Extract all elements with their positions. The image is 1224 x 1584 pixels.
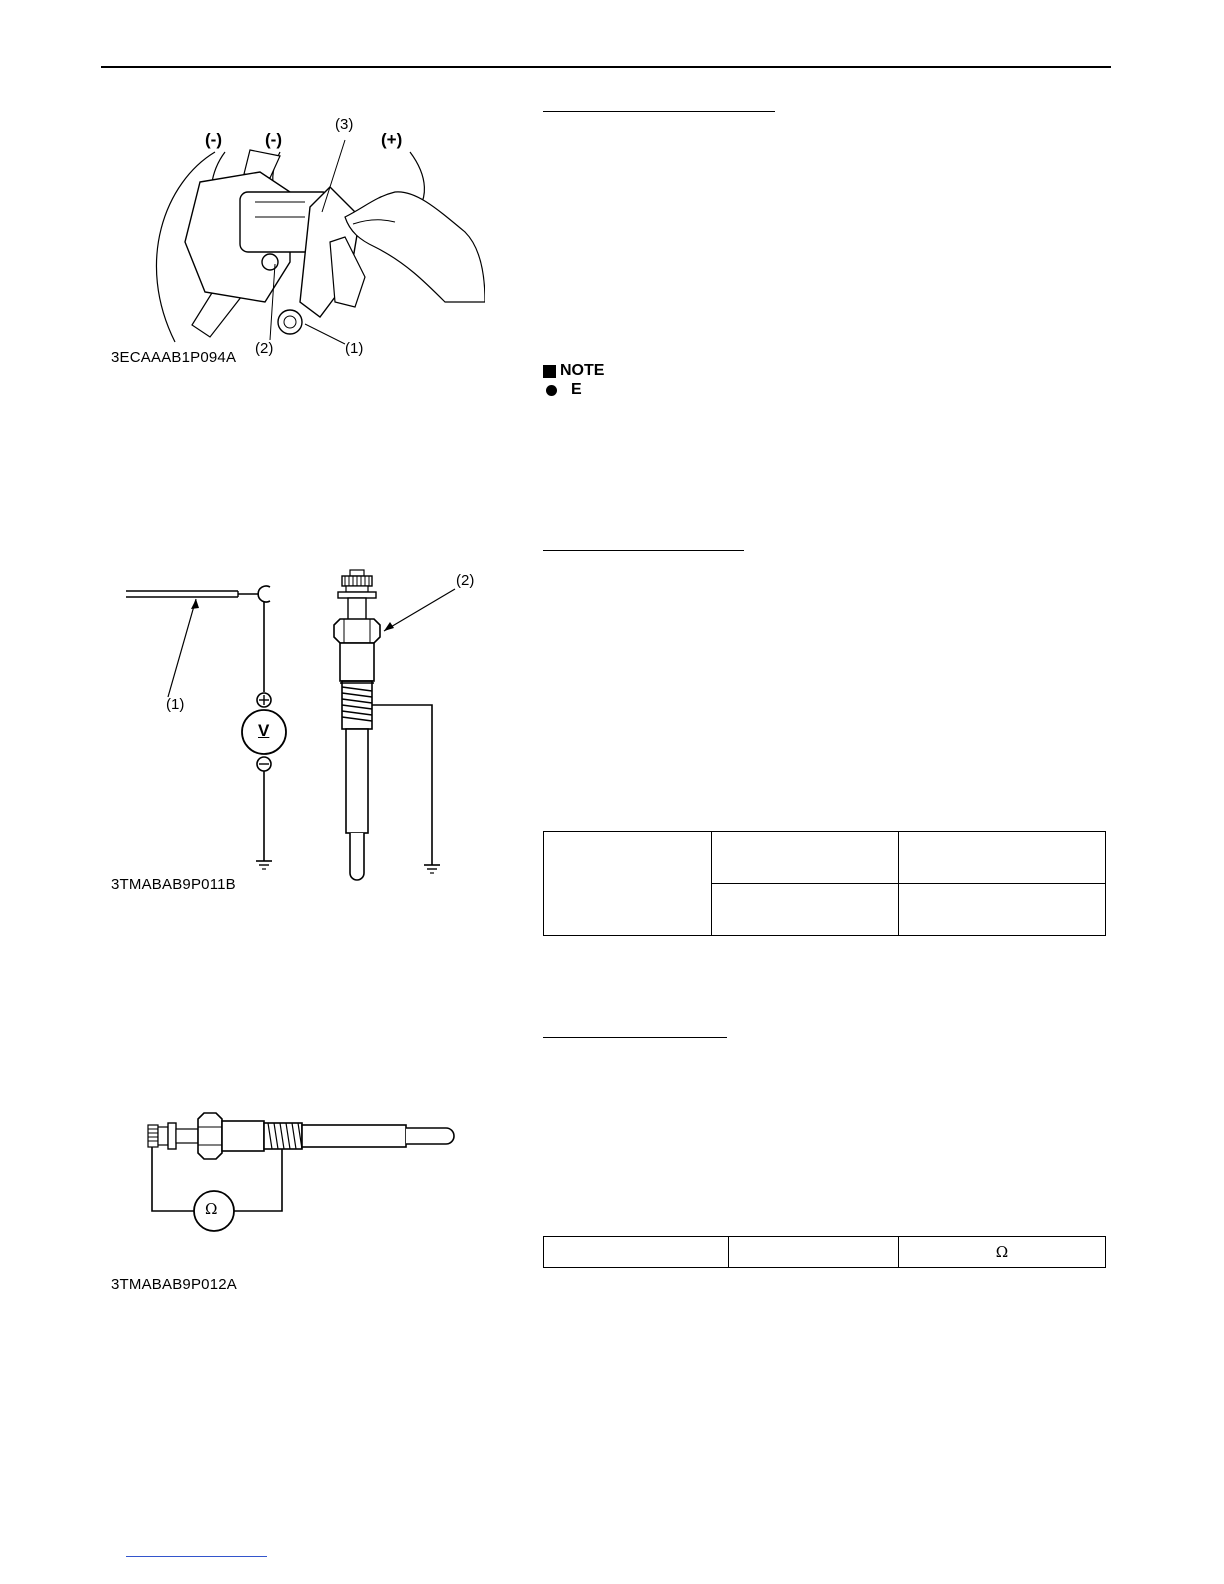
voltage-circuit-diagram: [120, 565, 480, 885]
table-cell: [729, 1237, 899, 1268]
section-heading-underline-1: [543, 111, 775, 112]
table-cell: [544, 1237, 729, 1268]
section-heading-underline-2: [543, 550, 744, 551]
table-cell-ohm: Ω: [899, 1237, 1106, 1268]
ground-icon: [424, 865, 440, 873]
callout-1: (1): [345, 340, 364, 357]
spec-table-resistance: [543, 1236, 1106, 1268]
section-heading-underline-3: [543, 1037, 727, 1038]
header-rule: [101, 66, 1111, 68]
dot-bullet-icon: [546, 385, 557, 396]
table-cell: [712, 832, 899, 884]
figure-code-3: 3TMABAB9P012A: [111, 1276, 237, 1293]
table-cell: [712, 884, 899, 936]
starter-illustration: [105, 112, 485, 372]
resistance-circuit-diagram: [140, 1105, 470, 1240]
note-bullet-text: E: [571, 381, 582, 398]
note-heading: [543, 362, 604, 380]
spec-table-voltage: [543, 831, 1106, 936]
ohmmeter-label: Ω: [205, 1200, 218, 1218]
table-cell: [899, 884, 1106, 936]
figure-glow-plug-voltage: [120, 565, 480, 885]
voltmeter-label: V: [258, 721, 270, 740]
table-cell: [544, 832, 712, 936]
figure-code-2: 3TMABAB9P011B: [111, 876, 236, 893]
figure-starter-test: [105, 112, 485, 372]
footer-link-underline[interactable]: [126, 1556, 267, 1557]
label-negative-2: (-): [265, 130, 282, 149]
callout-2: (2): [255, 340, 274, 357]
label-positive: (+): [381, 130, 403, 149]
note-heading-text: NOTE: [560, 362, 605, 379]
table-cell: [899, 832, 1106, 884]
callout-3: (3): [335, 116, 354, 133]
label-negative-1: (-): [205, 130, 222, 149]
callout-2: (2): [456, 572, 475, 589]
glow-plug-vertical: [334, 570, 380, 880]
square-bullet-icon: [543, 365, 556, 378]
callout-1: (1): [166, 696, 185, 713]
figure-code-1: 3ECAAAB1P094A: [111, 349, 237, 366]
ground-icon: [256, 861, 272, 869]
figure-glow-plug-resistance: [140, 1105, 470, 1240]
note-bullet: [546, 381, 582, 399]
